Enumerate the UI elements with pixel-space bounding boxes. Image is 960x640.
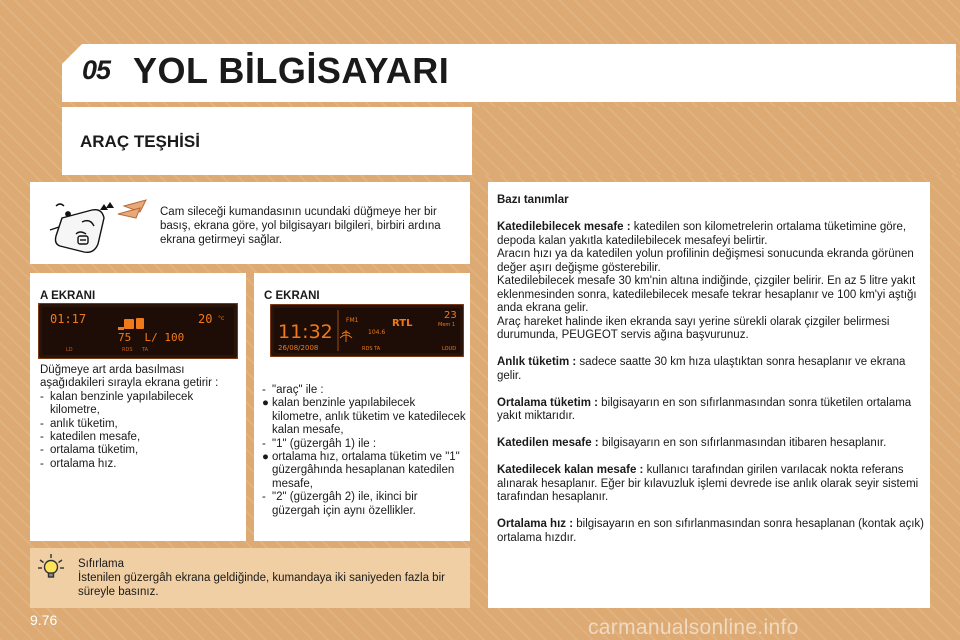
- c-display-freq: 104.6: [368, 329, 386, 336]
- definition-term: Anlık tüketim :: [497, 356, 577, 368]
- c-display-band: FM1: [346, 317, 359, 324]
- c-display-date: 26/08/2008: [278, 344, 319, 352]
- chapter-number: 05: [82, 55, 111, 85]
- page-number: 9.76: [30, 612, 58, 628]
- list-item-text: ortalama hız, ortalama tüketim ve "1" güzergâhında hesaplanan katedilen mesafe,: [272, 451, 460, 490]
- a-screen-list-item: [40, 458, 240, 471]
- definition-item: [497, 464, 925, 505]
- wiper-stalk-icon: [46, 196, 154, 262]
- reset-text: [78, 557, 468, 599]
- definition-description: katedilen son kilometrelerin ortalama tüketimine göre, depoda kalan yakıtla katedilebilecek mesafeyi belirtir.: [497, 221, 907, 247]
- c-screen-list-item: [262, 384, 467, 397]
- a-display-indicator: TA: [142, 347, 149, 353]
- definition-term: Katedilebilecek mesafe :: [497, 221, 631, 233]
- list-item-text: kalan benzinle yapılabilecek kilometre,: [50, 390, 194, 417]
- definition-term: Katedilen mesafe :: [497, 437, 599, 449]
- definition-item: [497, 397, 925, 424]
- definition-item: [497, 221, 925, 343]
- list-item-text: ortalama tüketim,: [50, 444, 139, 457]
- a-display-indicator: LD: [66, 347, 73, 353]
- page-title: YOL BİLGİSAYARI: [133, 50, 450, 91]
- c-display-temp: 23: [444, 310, 457, 321]
- c-display-loud: LOUD: [442, 346, 457, 352]
- definition-description: sadece saatte 30 km hıza ulaştıktan sonra hesaplanır ve ekrana gelir.: [497, 356, 906, 382]
- definition-description: bilgisayarın en son sıfırlanmasından sonra tüketilen ortalama yakıt miktarıdır.: [497, 396, 912, 422]
- definitions-list: [497, 221, 925, 545]
- a-display-temp: 20: [198, 312, 213, 326]
- list-item-text: kalan benzinle yapılabilecek kilometre, anlık tüketim ve katedilecek kalan mesafe,: [272, 397, 466, 437]
- list-item-text: anlık tüketim,: [50, 417, 118, 430]
- list-marker: -: [40, 457, 44, 470]
- c-screen-list-item: [262, 438, 467, 451]
- c-screen-list: [262, 384, 467, 518]
- c-screen-list-item: [262, 397, 467, 437]
- a-display-indicator: RDS: [122, 347, 133, 353]
- c-screen-list-item: [262, 451, 467, 491]
- list-item-text: ortalama hız.: [50, 457, 117, 470]
- section-title: ARAÇ TEŞHİSİ: [80, 132, 200, 151]
- definition-description: kullanıcı tarafından girilen varılacak nokta referans alınarak hesaplanır. Eğer bir kılavuzluk işlemi devrede ise anlık olarak seyir sistemi tarafından hesaplanır.: [497, 464, 919, 503]
- c-screen-title: C EKRANI: [264, 290, 320, 302]
- definitions: [497, 194, 925, 559]
- list-item-text: katedilen mesafe,: [50, 431, 141, 444]
- c-display-rds: RDS TA: [362, 346, 381, 352]
- section-banner-stripes: [472, 107, 956, 175]
- list-marker: -: [262, 384, 266, 396]
- a-screen-intro: Düğmeye art arda basılması aşağıdakileri sırayla ekrana getirir :: [40, 364, 219, 390]
- list-item-text: "araç" ile :: [272, 384, 324, 396]
- definition-item: [497, 437, 925, 451]
- list-marker: ●: [262, 397, 269, 410]
- definition-description: bilgisayarın en son sıfırlanmasından itibaren hesaplanır.: [598, 437, 887, 449]
- list-marker: ●: [262, 451, 269, 464]
- a-display-time: 01:17: [50, 312, 87, 326]
- a-screen-text: [40, 364, 240, 471]
- c-display-station: RTL: [392, 318, 413, 329]
- definition-term: Ortalama tüketim :: [497, 396, 598, 409]
- a-display-readout: 75 L/ 100: [118, 331, 185, 344]
- a-screen-list-item: [40, 444, 240, 457]
- definition-item: [497, 356, 925, 383]
- list-item-text: "2" (güzergâh 2) ile, ikinci bir güzergah için aynı özellikler.: [272, 491, 418, 517]
- definitions-heading: Bazı tanımlar: [497, 194, 569, 206]
- list-marker: -: [40, 390, 44, 403]
- c-screen-list-item: [262, 491, 467, 518]
- reset-description: İstenilen güzergâh ekrana geldiğinde, kumandaya iki saniyeden fazla bir süreyle basınız.: [78, 572, 445, 598]
- reset-title: Sıfırlama: [78, 558, 125, 570]
- list-item-text: "1" (güzergâh 1) ile :: [272, 437, 377, 450]
- definition-extra: Katedilebilecek mesafe 30 km'nin altına indiğinde, çizgiler belirir. En az 5 litre yakıt eklenmesinden sonra, katedilebilecek mesafe tekrar hesaplanır ve 100 km'yi aştığı anda ekrana gelir.: [497, 275, 917, 314]
- c-display-time: 11:32: [278, 321, 333, 343]
- a-screen-list-item: [40, 418, 240, 431]
- a-screen-list-item: [40, 391, 240, 418]
- definition-extra: Araç hareket halinde iken ekranda sayı yerine sürekli olarak çizgiler belirmesi durumunda, PEUGEOT servis ağına başvurunuz.: [497, 315, 890, 341]
- list-marker: -: [262, 491, 266, 504]
- lightbulb-icon: [36, 552, 66, 582]
- a-screen-list: [40, 391, 240, 471]
- list-marker: -: [40, 444, 44, 457]
- watermark: carmanualsonline.info: [588, 616, 799, 639]
- a-display-temp-unit: °c: [218, 315, 225, 322]
- definition-item: [497, 518, 925, 545]
- list-marker: -: [40, 417, 44, 430]
- a-screen-title: A EKRANI: [40, 290, 96, 302]
- c-screen-display: [270, 304, 464, 357]
- c-display-mem: Mem 1: [438, 322, 456, 328]
- definition-description: bilgisayarın en son sıfırlanmasından sonra hesaplanan (kontak açık) ortalama hızdır.: [497, 518, 925, 544]
- definition-term: Ortalama hız :: [497, 518, 574, 530]
- definition-extra: Aracın hızı ya da katedilen yolun profilinin değişmesi sonucunda ekranda görünen değer aşırı değişme gösterebilir.: [497, 248, 914, 274]
- a-screen-list-item: [40, 431, 240, 444]
- intro-text: Cam sileceği kumandasının ucundaki düğmeye her bir basış, ekrana göre, yol bilgisayarı bilgileri, birbiri ardına ekrana getirmeyi sağlar.: [160, 206, 441, 246]
- definition-term: Katedilecek kalan mesafe :: [497, 464, 644, 476]
- list-marker: -: [40, 431, 44, 444]
- list-marker: -: [262, 437, 266, 450]
- a-screen-display: [38, 303, 238, 359]
